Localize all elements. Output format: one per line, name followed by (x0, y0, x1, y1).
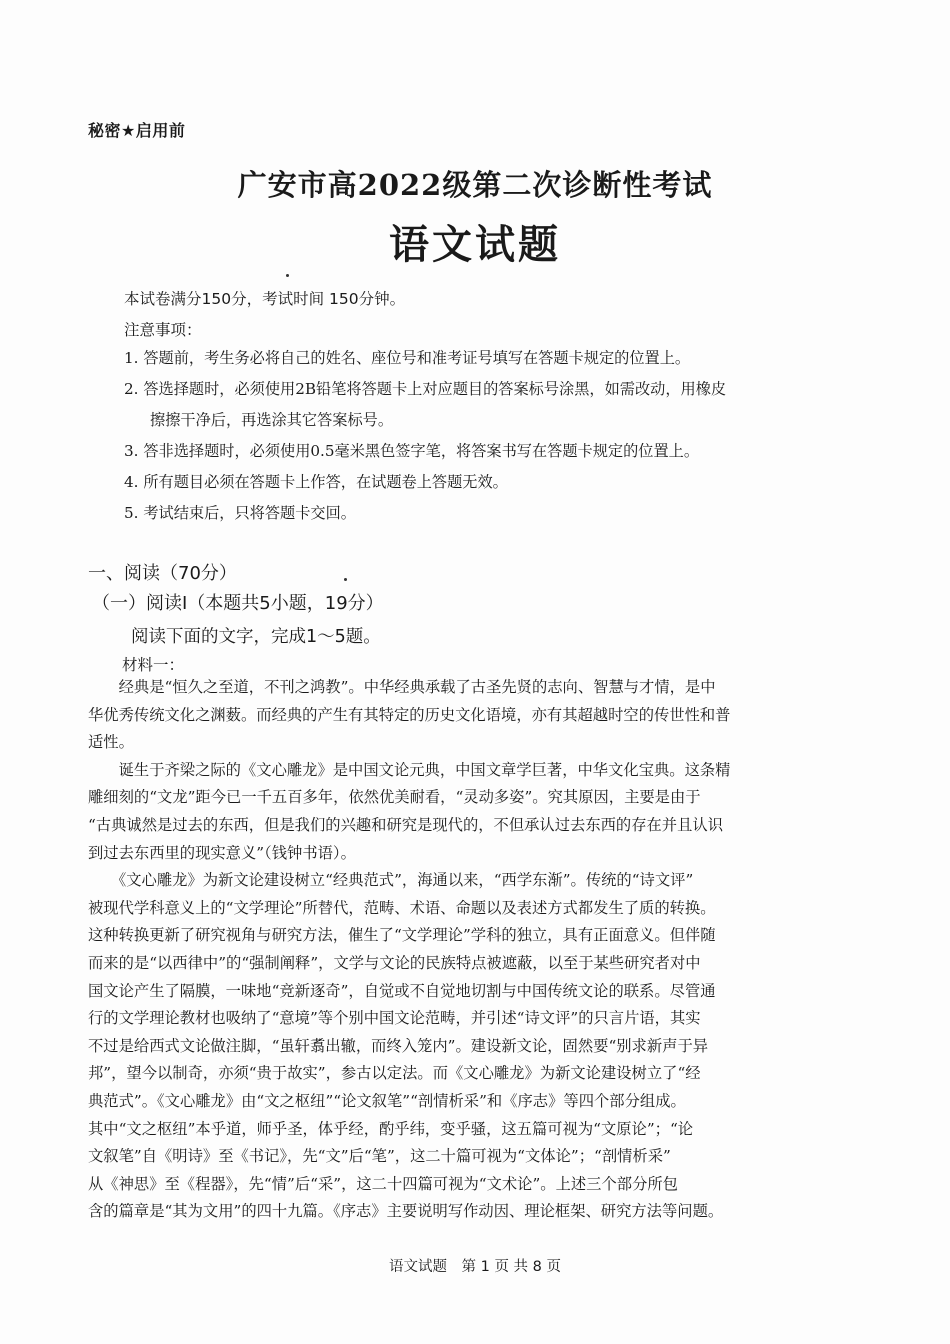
passage-line: 雕细刻的“文龙”距今已一千五百多年，依然优美耐看，“灵动多姿”。究其原因，主要是由于 (88, 788, 701, 807)
notice-item-continued: 擦擦干净后，再选涂其它答案标号。 (150, 411, 393, 429)
passage-line: 不过是给西式文论做注脚，“虽轩翥出辙，而终入笼内”。建设新文论，固然要“别求新声于异 (88, 1036, 709, 1055)
passage-line: 邦”，望今以制奇，亦须“贵于故实”，参古以定法。而《文心雕龙》为新文论建设树立了“经 (88, 1064, 701, 1083)
exam-subtitle: 语文试题 (389, 221, 561, 268)
passage-line: 这种转换更新了研究视角与研究方法，催生了“文学理论”学科的独立，具有正面意义。但伴随 (88, 926, 716, 945)
passage-line: 国文论产生了隔膜，一味地“竞新逐奇”，自觉或不自觉地切割与中国传统文论的联系。尽管通 (88, 981, 716, 1000)
notice-list (124, 343, 884, 529)
passage-line: 被现代学科意义上的“文学理论”所替代，范畴、术语、命题以及表述方式都发生了质的转换。 (88, 898, 716, 917)
passage-line: 华优秀传统文化之渊薮。而经典的产生有其特定的历史文化语境，亦有其超越时空的传世性和普 (88, 705, 731, 724)
notice-item: 5. 考试结束后，只将答题卡交回。 (124, 504, 356, 522)
passage-line: “古典诚然是过去的东西，但是我们的兴趣和研究是现代的，不但承认过去东西的存在并且认识 (88, 815, 723, 834)
passage-line: 适性。 (88, 733, 134, 752)
section-heading: 一、阅读（70分） (88, 563, 237, 584)
passage-line: 到过去东西里的现实意义”（钱钟书语）。 (88, 843, 356, 862)
reading-instruction: 阅读下面的文字，完成1～5题。 (131, 627, 381, 647)
passage-line: 而来的是“以西律中”的“强制阐释”，文学与文论的民族特点被遮蔽，以至于某些研究者对中 (88, 953, 701, 972)
subsection-heading: （一）阅读Ⅰ（本题共5小题，19分） (92, 593, 384, 614)
scan-speck (286, 274, 289, 277)
confidential-label: 秘密★启用前 (88, 121, 186, 140)
exam-title: 广安市高2022级第二次诊断性考试 (237, 168, 713, 202)
notice-item: 2. 答选择题时，必须使用2B铅笔将答题卡上对应题目的答案标号涂黑，如需改动，用橡皮 (124, 380, 727, 398)
passage-line: 《文心雕龙》为新文论建设树立“经典范式”，海通以来，“西学东渐”。传统的“诗文评” (88, 871, 694, 890)
passage-line: 文叙笔”自《明诗》至《书记》，先“文”后“笔”，这二十篇可视为“文体论”；“剖情析采” (88, 1147, 671, 1166)
notice-heading: 注意事项： (124, 321, 202, 339)
passage-line: 含的篇章是“其为文用”的四十九篇。《序志》主要说明写作动因、理论框架、研究方法等问题。 (88, 1202, 724, 1221)
passage-line: 经典是“恒久之至道，不刊之鸿教”。中华经典承载了古圣先贤的志向、智慧与才情，是中 (88, 678, 716, 696)
passage-line: 诞生于齐梁之际的《文心雕龙》是中国文论元典，中国文章学巨著，中华文化宝典。这条精 (88, 760, 731, 779)
passage-line: 其中“文之枢纽”本乎道，师乎圣，体乎经，酌乎纬，变乎骚，这五篇可视为“文原论”；“论 (88, 1119, 694, 1138)
material-label: 材料一： (122, 656, 185, 674)
passage-line: 行的文学理论教材也吸纳了“意境”等个别中国文论范畴，并引述“诗文评”的只言片语，其实 (88, 1009, 701, 1028)
notice-item: 3. 答非选择题时，必须使用0.5毫米黑色签字笔，将答案书写在答题卡规定的位置上。 (124, 442, 700, 460)
scan-speck (344, 578, 347, 581)
reading-passage (88, 674, 864, 1226)
passage-line: 典范式”。《文心雕龙》由“文之枢纽”“论文叙笔”“剖情析采”和《序志》等四个部分组成。 (88, 1091, 686, 1110)
notice-item: 4. 所有题目必须在答题卡上作答，在试题卷上答题无效。 (124, 473, 508, 491)
page-footer: 语文试题 第 1 页 共 8 页 (389, 1259, 561, 1275)
exam-intro: 本试卷满分150分，考试时间 150分钟。 (124, 290, 406, 308)
notice-item: 1. 答题前，考生务必将自己的姓名、座位号和准考证号填写在答题卡规定的位置上。 (124, 349, 691, 367)
passage-line: 从《神思》至《程器》，先“情”后“采”，这二十四篇可视为“文术论”。上述三个部分所包 (88, 1174, 678, 1193)
